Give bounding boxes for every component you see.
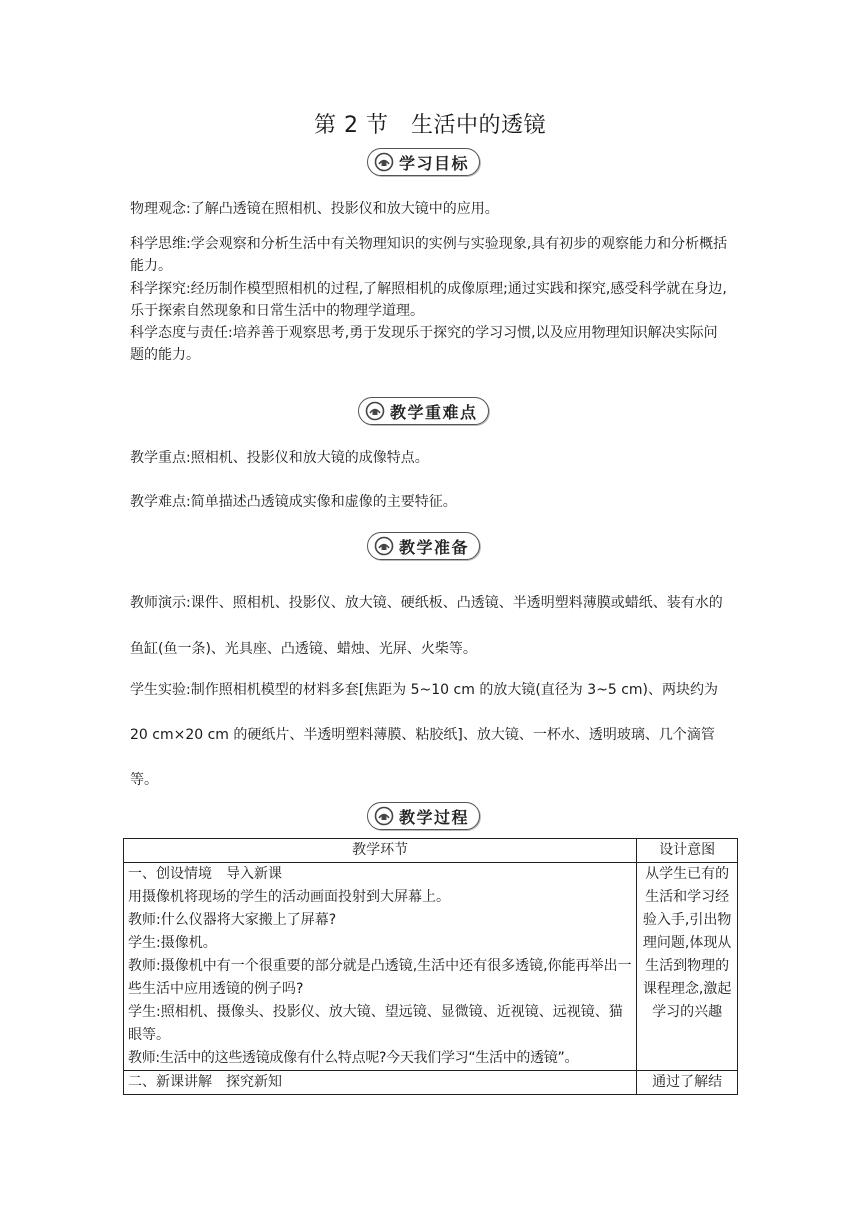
goal-item-1: 物理观念:了解凸透镜在照相机、投影仪和放大镜中的应用。 xyxy=(130,201,499,217)
goal-item-3: 科学探究:经历制作模型照相机的过程,了解照相机的成像原理;通过实践和探究,感受科学就在身边,乐于探索自然现象和日常生活中的物理学道理。 xyxy=(130,281,727,319)
design-intent-text: 从学生已有的生活和学习经验入手,引出物理问题,体现从生活到物理的课程理念,激起学习的兴趣 xyxy=(642,866,732,1020)
row-intent-cell xyxy=(637,1071,738,1095)
stage-line: 教师:什么仪器将大家搬上了屏幕? xyxy=(128,912,337,928)
table-header-row xyxy=(124,839,738,863)
student-experiment-materials: 学生实验:制作照相机模型的材料多套[焦距为 5~10 cm 的放大镜(直径为 3~5 cm)、两块约为 20 cm×20 cm 的硬纸片、半透明塑料薄膜、粘胶纸]、放大镜、一杯水、透明玻璃、几个滴管等。 xyxy=(130,682,719,788)
book-swirl-icon xyxy=(374,806,394,826)
row-main-cell xyxy=(124,1071,637,1095)
section-heading-process: 教学过程 xyxy=(399,807,470,827)
page-title: 第 2 节 生活中的透镜 xyxy=(314,113,546,138)
stage-line: 教师:摄像机中有一个很重要的部分就是凸透镜,生活中还有很多透镜,你能再举出一些生活中应用透镜的例子吗? xyxy=(128,958,632,997)
row-main-cell xyxy=(124,863,637,1071)
stage-heading: 二、新课讲解 探究新知 xyxy=(128,1074,282,1090)
table-row xyxy=(124,863,738,1071)
teaching-focus: 教学重点:照相机、投影仪和放大镜的成像特点。 xyxy=(130,450,429,466)
design-intent-text: 通过了解结 xyxy=(652,1074,723,1090)
section-badge-key-points xyxy=(358,397,489,425)
stage-line: 学生:照相机、摄像头、投影仪、放大镜、望远镜、显微镜、近视镜、远视镜、猫眼等。 xyxy=(128,1004,623,1043)
section-badge-preparation xyxy=(367,532,480,560)
header-design-intent: 设计意图 xyxy=(637,839,738,863)
section-heading-preparation: 教学准备 xyxy=(399,537,470,557)
section-badge-process xyxy=(367,802,480,830)
goal-item-2: 科学思维:学会观察和分析生活中有关物理知识的实例与实验现象,具有初步的观察能力和分析概括能力。 xyxy=(130,236,728,274)
section-heading-goals: 学习目标 xyxy=(399,153,470,173)
stage-line: 教师:生活中的这些透镜成像有什么特点呢?今天我们学习“生活中的透镜”。 xyxy=(128,1050,579,1066)
teaching-difficulty: 教学难点:简单描述凸透镜成实像和虚像的主要特征。 xyxy=(130,494,457,510)
book-swirl-icon xyxy=(374,536,394,556)
book-swirl-icon xyxy=(365,401,385,421)
stage-line: 用摄像机将现场的学生的活动画面投射到大屏幕上。 xyxy=(128,889,450,905)
goal-item-4: 科学态度与责任:培养善于观察思考,勇于发现乐于探究的学习习惯,以及应用物理知识解决实际问题的能力。 xyxy=(130,325,718,363)
stage-heading: 一、创设情境 导入新课 xyxy=(128,866,282,882)
stage-line: 学生:摄像机。 xyxy=(128,935,217,951)
header-teaching-stage: 教学环节 xyxy=(124,839,637,863)
section-heading-key-points: 教学重难点 xyxy=(390,402,478,422)
section-badge-goals xyxy=(367,148,480,176)
book-swirl-icon xyxy=(374,152,394,172)
teacher-demo-materials: 教师演示:课件、照相机、投影仪、放大镜、硬纸板、凸透镜、半透明塑料薄膜或蜡纸、装有水的鱼缸(鱼一条)、光具座、凸透镜、蜡烛、光屏、火柴等。 xyxy=(130,595,723,657)
row-intent-cell xyxy=(637,863,738,1071)
teaching-process-table xyxy=(123,838,738,1095)
table-row xyxy=(124,1071,738,1095)
